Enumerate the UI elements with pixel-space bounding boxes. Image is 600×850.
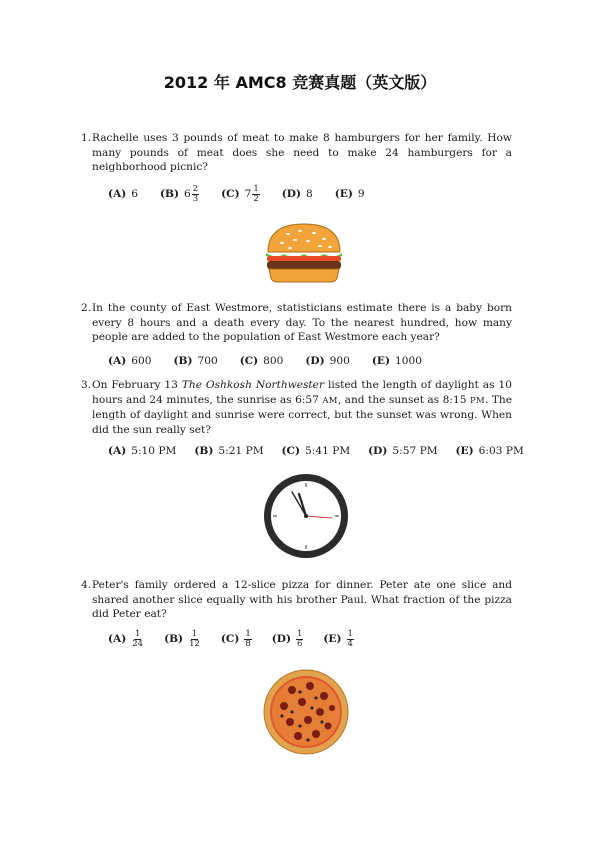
choice-d[interactable]: (D) 5:57 PM xyxy=(368,445,438,457)
choice-b[interactable]: (B) 700 xyxy=(173,355,218,367)
question-4 xyxy=(81,578,512,622)
choice-c[interactable]: (C) $\frac{1}{8}$ xyxy=(220,628,251,649)
pizza-icon xyxy=(262,668,350,756)
answer-choices-1 xyxy=(108,182,387,206)
choice-e[interactable]: (E) 6:03 PM xyxy=(455,445,524,457)
clock-icon xyxy=(262,472,350,560)
choice-a[interactable]: (A) 6 xyxy=(108,188,138,200)
question-text: Rachelle uses 3 pounds of meat to make 8 hamburgers for her family. How many pounds of meat does she need to make 24 hamburgers for a neighborhood picnic? xyxy=(92,132,512,173)
fraction: $\frac{1}{2}$ xyxy=(253,183,259,204)
question-3: 3. On February 13 The Oshkosh Northwester listed the length of daylight as 10 hours and 24 minutes, the sunrise as 6:57 AM, and the sunset as 8:15 PM. The length of daylight and sunrise were correct, but the sunset was wrong. When did the sun really set? xyxy=(81,379,512,436)
question-text: Peter's family ordered a 12-slice pizza for dinner. Peter ate one slice and shared another slice equally with his brother Paul. What fraction of the pizza did Peter eat? xyxy=(92,579,512,620)
choice-b[interactable]: (B) 6 $\frac{2}{3}$ xyxy=(160,183,199,204)
choice-d[interactable]: (D) 8 xyxy=(281,188,313,200)
question-1 xyxy=(81,131,512,175)
answer-choices-2 xyxy=(108,353,444,369)
fraction: $\frac{1}{4}$ xyxy=(347,628,353,649)
choice-c[interactable]: (C) 7 $\frac{1}{2}$ xyxy=(221,183,259,204)
page-title: 2012 年 AMC8 竞赛真题（英文版） xyxy=(163,73,437,92)
choice-a[interactable]: (A) 600 xyxy=(108,355,152,367)
choice-e[interactable]: (E) $\frac{1}{4}$ xyxy=(323,628,353,649)
fraction: $\frac{1}{6}$ xyxy=(297,628,303,649)
fraction: $\frac{1}{12}$ xyxy=(189,628,200,649)
newspaper-name: The Oshkosh Northwester xyxy=(181,379,325,391)
choice-a[interactable]: (A) $\frac{1}{24}$ xyxy=(108,628,144,649)
question-number: 3. xyxy=(81,379,92,391)
question-text: In the county of East Westmore, statisticians estimate there is a baby born every 8 hours and a death every day. To the nearest hundred, how many people are added to the population of East Westmore each year? xyxy=(92,302,512,343)
question-2 xyxy=(81,301,512,345)
fraction: $\frac{1}{24}$ xyxy=(132,628,144,649)
question-number: 2. xyxy=(81,302,92,314)
fraction: $\frac{2}{3}$ xyxy=(192,183,199,204)
choice-e[interactable]: (E) 1000 xyxy=(371,355,422,367)
fraction: $\frac{1}{8}$ xyxy=(245,628,251,649)
choice-c[interactable]: (C) 800 xyxy=(239,355,284,367)
choice-d[interactable]: (D) $\frac{1}{6}$ xyxy=(271,628,303,649)
choice-c[interactable]: (C) 5:41 PM xyxy=(281,445,351,457)
question-number: 4. xyxy=(81,579,92,591)
answer-choices-4 xyxy=(108,627,354,651)
hamburger-icon xyxy=(262,222,346,286)
choice-e[interactable]: (E) 9 xyxy=(334,188,365,200)
choice-d[interactable]: (D) 900 xyxy=(305,355,350,367)
choice-b[interactable]: (B) 5:21 PM xyxy=(194,445,264,457)
choice-a[interactable]: (A) 5:10 PM xyxy=(108,445,177,457)
question-number: 1. xyxy=(81,132,92,144)
choice-b[interactable]: (B) $\frac{1}{12}$ xyxy=(164,628,200,649)
answer-choices-3 xyxy=(108,443,524,459)
